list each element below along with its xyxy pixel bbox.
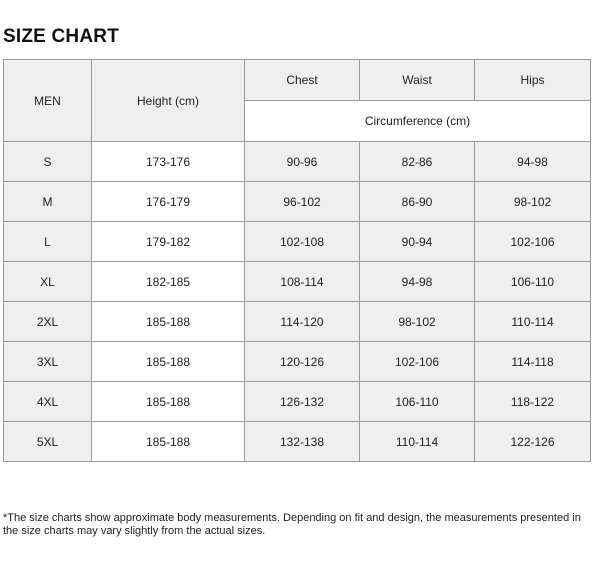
waist-cell: 94-98 bbox=[360, 262, 475, 302]
table-row bbox=[4, 262, 591, 302]
chest-cell: 132-138 bbox=[245, 422, 360, 462]
hips-cell: 106-110 bbox=[475, 262, 591, 302]
size-chart-table bbox=[3, 59, 591, 462]
size-cell: M bbox=[4, 182, 92, 222]
table-row bbox=[4, 422, 591, 462]
table-row bbox=[4, 382, 591, 422]
size-cell: 5XL bbox=[4, 422, 92, 462]
header-row bbox=[4, 60, 591, 101]
table-row bbox=[4, 302, 591, 342]
hips-cell: 98-102 bbox=[475, 182, 591, 222]
hips-cell: 102-106 bbox=[475, 222, 591, 262]
chest-cell: 108-114 bbox=[245, 262, 360, 302]
height-cell: 176-179 bbox=[92, 182, 245, 222]
table-row bbox=[4, 222, 591, 262]
hips-cell: 94-98 bbox=[475, 142, 591, 182]
waist-cell: 86-90 bbox=[360, 182, 475, 222]
chest-header: Chest bbox=[245, 60, 360, 101]
waist-cell: 90-94 bbox=[360, 222, 475, 262]
waist-cell: 82-86 bbox=[360, 142, 475, 182]
table-row bbox=[4, 342, 591, 382]
waist-cell: 98-102 bbox=[360, 302, 475, 342]
chest-cell: 114-120 bbox=[245, 302, 360, 342]
height-cell: 179-182 bbox=[92, 222, 245, 262]
chest-cell: 90-96 bbox=[245, 142, 360, 182]
height-cell: 185-188 bbox=[92, 302, 245, 342]
size-cell: L bbox=[4, 222, 92, 262]
chest-cell: 126-132 bbox=[245, 382, 360, 422]
hips-cell: 122-126 bbox=[475, 422, 591, 462]
waist-header: Waist bbox=[360, 60, 475, 101]
size-cell: 3XL bbox=[4, 342, 92, 382]
size-chart-body bbox=[4, 60, 591, 462]
waist-cell: 110-114 bbox=[360, 422, 475, 462]
height-cell: 185-188 bbox=[92, 342, 245, 382]
size-cell: 2XL bbox=[4, 302, 92, 342]
chest-cell: 96-102 bbox=[245, 182, 360, 222]
hips-cell: 118-122 bbox=[475, 382, 591, 422]
size-cell: XL bbox=[4, 262, 92, 302]
height-cell: 185-188 bbox=[92, 422, 245, 462]
footnote: *The size charts show approximate body measurements. Depending on fit and design, the measurements presented in the size charts may vary slightly from the actual sizes. bbox=[3, 512, 581, 537]
hips-cell: 110-114 bbox=[475, 302, 591, 342]
table-row bbox=[4, 142, 591, 182]
chest-cell: 120-126 bbox=[245, 342, 360, 382]
page-title: SIZE CHART bbox=[3, 26, 119, 47]
height-cell: 182-185 bbox=[92, 262, 245, 302]
height-cell: 173-176 bbox=[92, 142, 245, 182]
men-header: MEN bbox=[4, 60, 92, 142]
circumference-header: Circumference (cm) bbox=[245, 101, 591, 142]
hips-cell: 114-118 bbox=[475, 342, 591, 382]
waist-cell: 102-106 bbox=[360, 342, 475, 382]
waist-cell: 106-110 bbox=[360, 382, 475, 422]
height-header: Height (cm) bbox=[92, 60, 245, 142]
table-row bbox=[4, 182, 591, 222]
chest-cell: 102-108 bbox=[245, 222, 360, 262]
hips-header: Hips bbox=[475, 60, 591, 101]
size-cell: 4XL bbox=[4, 382, 92, 422]
height-cell: 185-188 bbox=[92, 382, 245, 422]
size-cell: S bbox=[4, 142, 92, 182]
